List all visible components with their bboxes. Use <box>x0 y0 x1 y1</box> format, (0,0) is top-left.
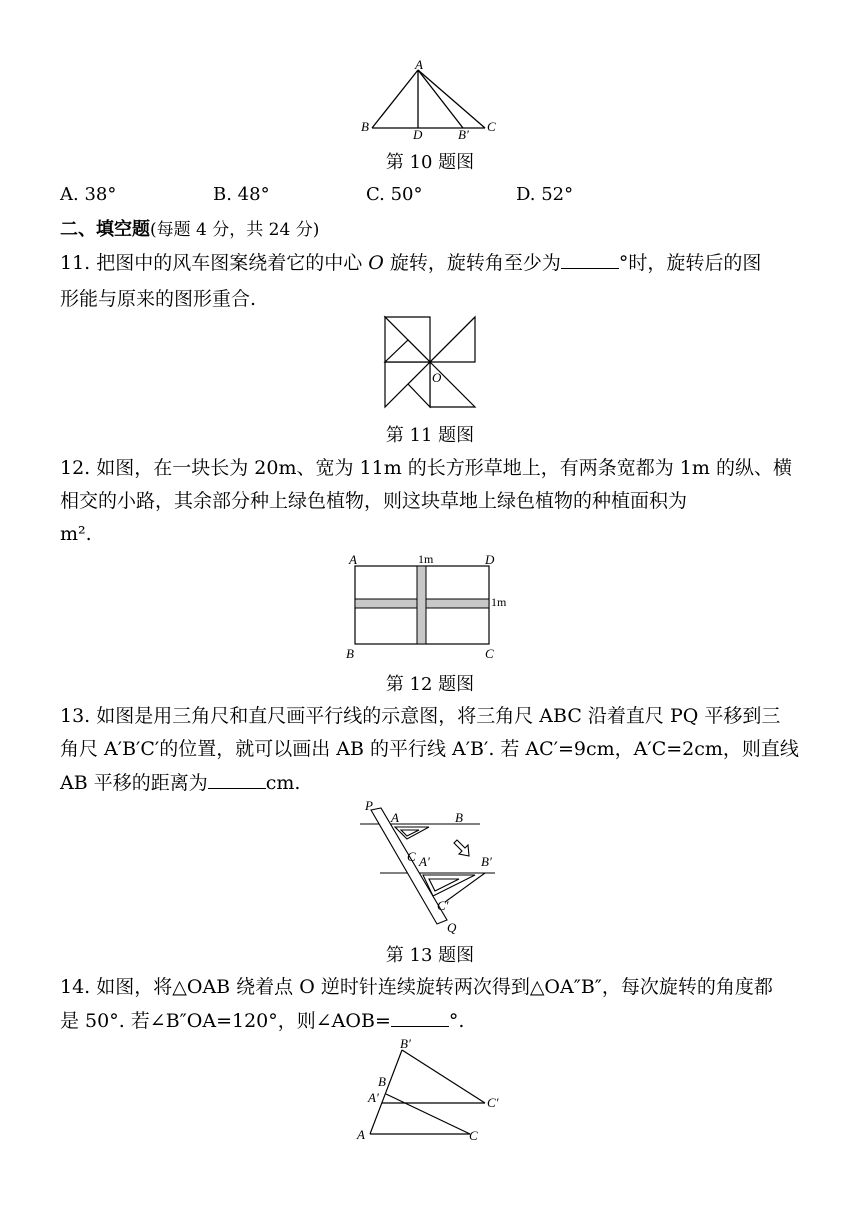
fig12-road-width-right: 1m <box>491 595 507 609</box>
q13-text-pre: AB 平移的距离为 <box>60 772 208 794</box>
q13-line1: 13. 如图是用三角尺和直尺画平行线的示意图，将三角尺 ABC 沿着直尺 PQ 平移到三 <box>60 705 781 727</box>
q13-text-post: cm. <box>265 772 301 794</box>
fig12-label-c: C <box>485 646 494 661</box>
fig10-label-bprime: B′ <box>458 127 469 142</box>
fig13-label-c: C <box>407 849 416 864</box>
section-note: (每题 4 分，共 24 分) <box>150 220 320 240</box>
fig13-label-q: Q <box>447 920 457 935</box>
fig10-caption: 第 10 题图 <box>385 152 475 173</box>
fig14-label-c: C <box>469 1128 478 1143</box>
figure-13 <box>355 798 505 938</box>
q11-line1 <box>60 249 761 277</box>
fig10-label-b: B <box>361 119 369 134</box>
q14-line2 <box>60 1007 464 1035</box>
fig13-label-b: B <box>455 810 463 825</box>
fig13-label-cprime: C′ <box>437 898 449 913</box>
fig14-label-b: B <box>378 1074 386 1089</box>
fig13-caption: 第 13 题图 <box>385 945 475 966</box>
fig10-label-c: C <box>487 119 496 134</box>
fig13-label-aprime: A′ <box>419 854 430 869</box>
q14-line1: 14. 如图，将△OAB 绕着点 O 逆时针连续旋转两次得到△OA″B″，每次旋转的角度都 <box>60 976 773 998</box>
figure-12 <box>340 548 520 666</box>
fig10-label-d: D <box>413 127 423 142</box>
fig11-caption: 第 11 题图 <box>385 425 475 446</box>
fig14-label-a: A <box>357 1127 365 1142</box>
choice-c: C. 50° <box>366 184 423 205</box>
q12-line3: m². <box>60 523 92 545</box>
fig12-label-a: A <box>349 552 357 567</box>
q13-line2: 角尺 A′B′C′的位置，就可以画出 AB 的平行线 A′B′. 若 AC′=9cm，A′C=2cm，则直线 <box>60 738 799 760</box>
q12-line2: 相交的小路，其余部分种上绿色植物，则这块草地上绿色植物的种植面积为 <box>60 490 688 512</box>
fig11-label-o: O <box>432 370 442 385</box>
fig13-label-p: P <box>365 798 373 813</box>
choice-b: B. 48° <box>213 184 270 205</box>
figure-10 <box>355 58 505 142</box>
fig12-caption: 第 12 题图 <box>385 674 475 695</box>
figure-14 <box>350 1036 520 1148</box>
fig12-label-b: B <box>346 646 354 661</box>
figure-11-windmill <box>380 312 480 412</box>
q12-line1: 12. 如图，在一块长为 20m、宽为 11m 的长方形草地上，有两条宽都为 1m 的纵、横 <box>60 457 792 479</box>
q11-point-o: O <box>368 252 384 274</box>
fig14-label-cprime: C′ <box>487 1095 499 1110</box>
fig13-label-bprime: B′ <box>481 854 492 869</box>
choice-d: D. 52° <box>516 184 574 205</box>
fig10-label-a: A <box>415 58 423 72</box>
fig13-label-a: A <box>391 810 399 825</box>
q14-answer-blank[interactable] <box>391 1008 449 1027</box>
q13-line3 <box>60 769 300 797</box>
q11-line2: 形能与原来的图形重合. <box>60 288 257 310</box>
q11-text-end: °时，旋转后的图 <box>618 252 762 274</box>
q11-answer-blank[interactable] <box>561 250 619 269</box>
q13-answer-blank[interactable] <box>208 770 266 789</box>
q14-text-pre: 是 50°. 若∠B″OA=120°，则∠AOB= <box>60 1010 391 1032</box>
fig12-label-d: D <box>485 552 495 567</box>
choice-a: A. 38° <box>60 184 117 205</box>
fig12-road-width-top: 1m <box>418 552 434 566</box>
q14-text-post: °. <box>448 1010 465 1032</box>
fig14-label-bprime: B′ <box>400 1036 411 1051</box>
section-title: 二、填空题 <box>60 219 150 240</box>
q11-text-pre: 11. 把图中的风车图案绕着它的中心 <box>60 252 369 274</box>
q11-text-post: 旋转，旋转角至少为 <box>383 252 561 274</box>
fig14-label-aprime: A′ <box>368 1090 379 1105</box>
section-heading <box>60 215 319 244</box>
